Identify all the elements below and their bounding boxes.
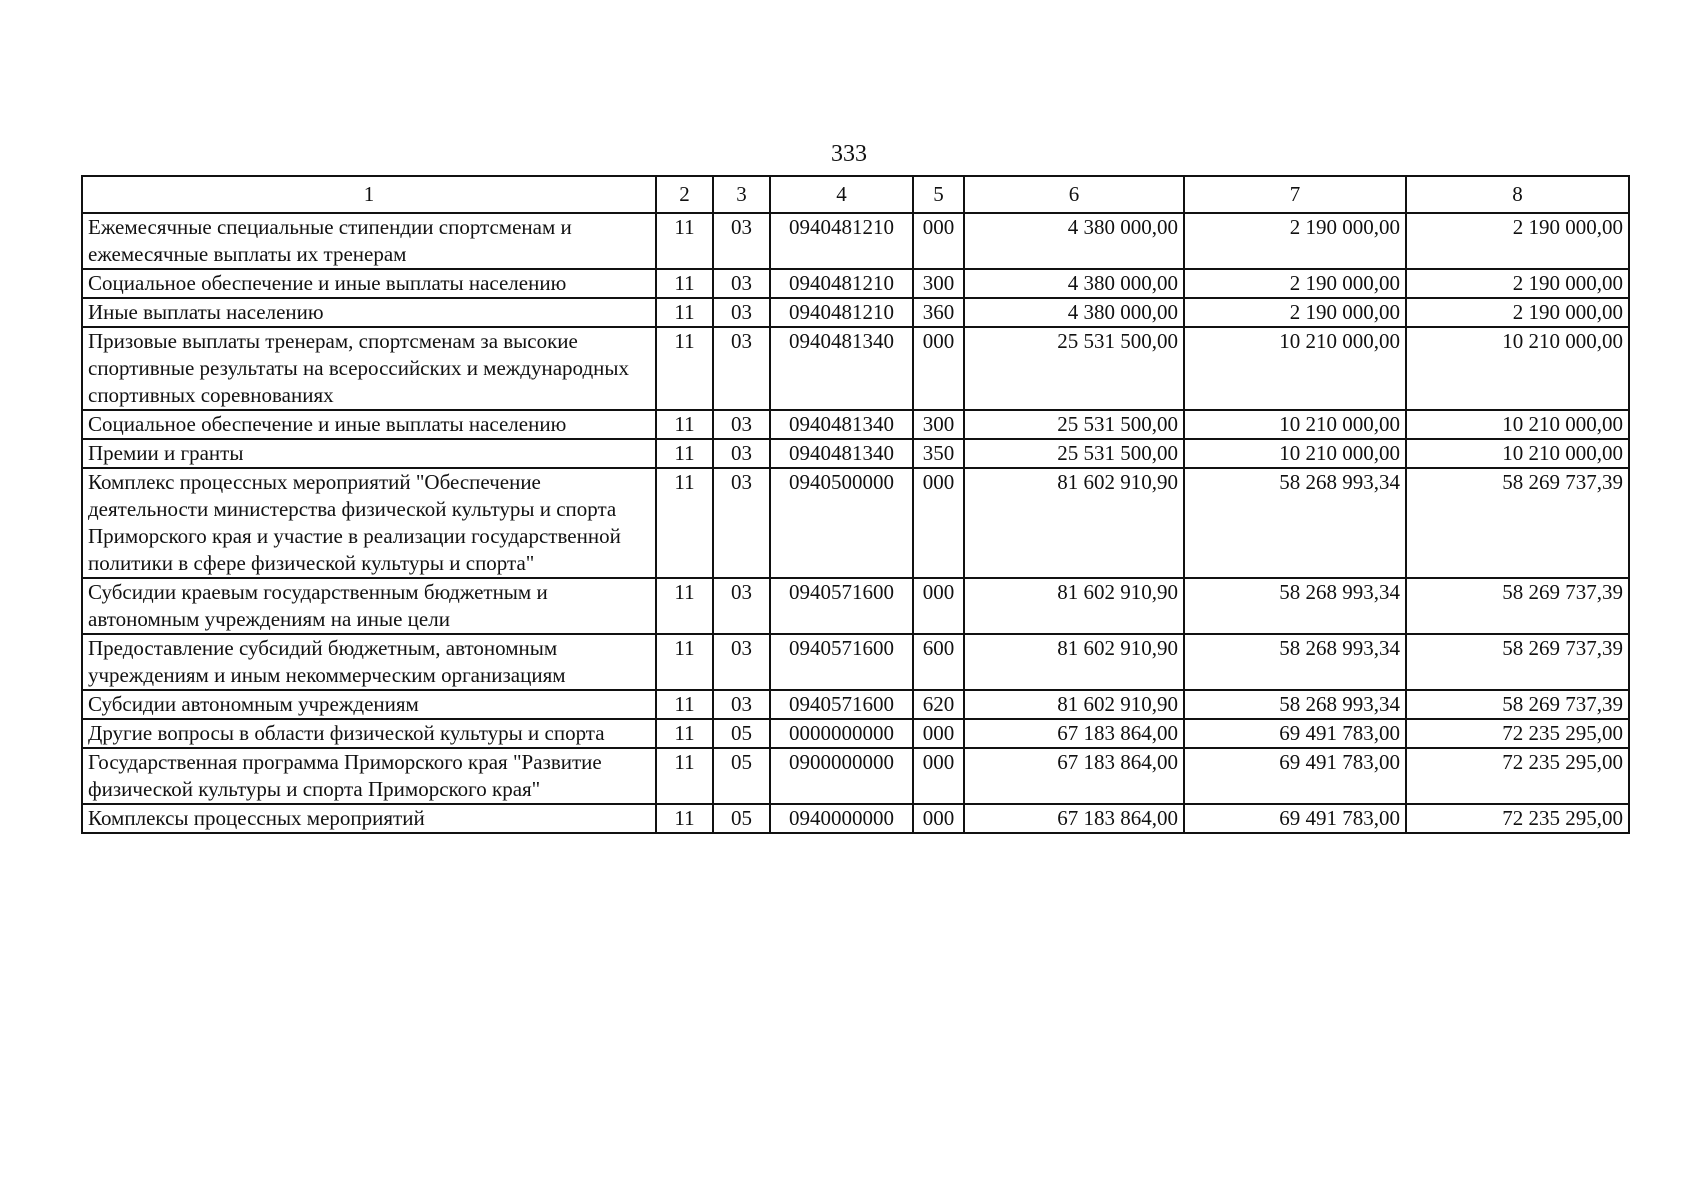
subsection-code: 03 (713, 468, 770, 578)
amount-col6: 81 602 910,90 (964, 468, 1184, 578)
target-article-code: 0940571600 (770, 634, 913, 690)
target-article-code: 0940481340 (770, 410, 913, 439)
amount-col8: 72 235 295,00 (1406, 719, 1629, 748)
amount-col8: 2 190 000,00 (1406, 269, 1629, 298)
table-row (82, 298, 1629, 327)
expense-type-code: 000 (913, 327, 964, 410)
target-article-code: 0940481210 (770, 213, 913, 269)
row-name: Премии и гранты (82, 439, 656, 468)
row-name: Другие вопросы в области физической культуры и спорта (82, 719, 656, 748)
table-row (82, 804, 1629, 833)
expense-type-code: 350 (913, 439, 964, 468)
table-row (82, 439, 1629, 468)
subsection-code: 03 (713, 298, 770, 327)
subsection-code: 03 (713, 634, 770, 690)
amount-col6: 81 602 910,90 (964, 578, 1184, 634)
amount-col7: 69 491 783,00 (1184, 804, 1406, 833)
subsection-code: 03 (713, 578, 770, 634)
row-name: Комплекс процессных мероприятий "Обеспечение деятельности министерства физической культуры и спорта Приморского края и участие в реализации государственной политики в сфере физической культуры и спорта" (82, 468, 656, 578)
amount-col7: 58 268 993,34 (1184, 690, 1406, 719)
section-code: 11 (656, 439, 713, 468)
expense-type-code: 000 (913, 804, 964, 833)
amount-col6: 25 531 500,00 (964, 327, 1184, 410)
target-article-code: 0940481210 (770, 269, 913, 298)
section-code: 11 (656, 269, 713, 298)
table-row (82, 213, 1629, 269)
amount-col8: 10 210 000,00 (1406, 439, 1629, 468)
subsection-code: 03 (713, 213, 770, 269)
column-header: 6 (964, 176, 1184, 213)
amount-col8: 10 210 000,00 (1406, 410, 1629, 439)
row-name: Государственная программа Приморского края "Развитие физической культуры и спорта Приморского края" (82, 748, 656, 804)
expense-type-code: 360 (913, 298, 964, 327)
subsection-code: 05 (713, 748, 770, 804)
amount-col8: 72 235 295,00 (1406, 748, 1629, 804)
amount-col6: 25 531 500,00 (964, 439, 1184, 468)
amount-col7: 10 210 000,00 (1184, 327, 1406, 410)
row-name: Предоставление субсидий бюджетным, автономным учреждениям и иным некоммерческим организациям (82, 634, 656, 690)
table-row (82, 468, 1629, 578)
amount-col7: 2 190 000,00 (1184, 213, 1406, 269)
amount-col7: 58 268 993,34 (1184, 468, 1406, 578)
section-code: 11 (656, 719, 713, 748)
amount-col7: 69 491 783,00 (1184, 748, 1406, 804)
table-row (82, 327, 1629, 410)
section-code: 11 (656, 578, 713, 634)
table-row (82, 410, 1629, 439)
amount-col7: 58 268 993,34 (1184, 634, 1406, 690)
row-name: Призовые выплаты тренерам, спортсменам за высокие спортивные результаты на всероссийских и международных спортивных соревнованиях (82, 327, 656, 410)
column-header: 7 (1184, 176, 1406, 213)
column-header: 3 (713, 176, 770, 213)
expense-type-code: 000 (913, 719, 964, 748)
amount-col8: 2 190 000,00 (1406, 298, 1629, 327)
amount-col6: 67 183 864,00 (964, 748, 1184, 804)
table-row (82, 690, 1629, 719)
expense-type-code: 620 (913, 690, 964, 719)
column-header: 8 (1406, 176, 1629, 213)
column-header: 1 (82, 176, 656, 213)
subsection-code: 03 (713, 690, 770, 719)
subsection-code: 05 (713, 719, 770, 748)
amount-col8: 72 235 295,00 (1406, 804, 1629, 833)
amount-col6: 25 531 500,00 (964, 410, 1184, 439)
amount-col7: 10 210 000,00 (1184, 410, 1406, 439)
table-row (82, 634, 1629, 690)
amount-col8: 58 269 737,39 (1406, 634, 1629, 690)
expense-type-code: 000 (913, 748, 964, 804)
target-article-code: 0000000000 (770, 719, 913, 748)
section-code: 11 (656, 748, 713, 804)
table-row (82, 578, 1629, 634)
amount-col6: 67 183 864,00 (964, 804, 1184, 833)
expense-type-code: 000 (913, 578, 964, 634)
row-name: Ежемесячные специальные стипендии спортсменам и ежемесячные выплаты их тренерам (82, 213, 656, 269)
budget-table (81, 175, 1630, 834)
section-code: 11 (656, 327, 713, 410)
section-code: 11 (656, 804, 713, 833)
amount-col8: 58 269 737,39 (1406, 690, 1629, 719)
amount-col7: 2 190 000,00 (1184, 269, 1406, 298)
section-code: 11 (656, 690, 713, 719)
row-name: Субсидии краевым государственным бюджетным и автономным учреждениям на иные цели (82, 578, 656, 634)
row-name: Социальное обеспечение и иные выплаты населению (82, 410, 656, 439)
amount-col7: 69 491 783,00 (1184, 719, 1406, 748)
column-header: 4 (770, 176, 913, 213)
subsection-code: 03 (713, 439, 770, 468)
table-row (82, 748, 1629, 804)
column-header: 5 (913, 176, 964, 213)
target-article-code: 0940571600 (770, 578, 913, 634)
target-article-code: 0940000000 (770, 804, 913, 833)
row-name: Социальное обеспечение и иные выплаты населению (82, 269, 656, 298)
subsection-code: 03 (713, 327, 770, 410)
table-row (82, 269, 1629, 298)
expense-type-code: 000 (913, 468, 964, 578)
amount-col6: 4 380 000,00 (964, 298, 1184, 327)
expense-type-code: 300 (913, 410, 964, 439)
section-code: 11 (656, 468, 713, 578)
amount-col6: 4 380 000,00 (964, 213, 1184, 269)
header-row (82, 176, 1629, 213)
amount-col8: 10 210 000,00 (1406, 327, 1629, 410)
column-header: 2 (656, 176, 713, 213)
amount-col7: 2 190 000,00 (1184, 298, 1406, 327)
section-code: 11 (656, 298, 713, 327)
subsection-code: 05 (713, 804, 770, 833)
row-name: Иные выплаты населению (82, 298, 656, 327)
expense-type-code: 000 (913, 213, 964, 269)
section-code: 11 (656, 410, 713, 439)
amount-col8: 2 190 000,00 (1406, 213, 1629, 269)
target-article-code: 0940571600 (770, 690, 913, 719)
row-name: Субсидии автономным учреждениям (82, 690, 656, 719)
expense-type-code: 600 (913, 634, 964, 690)
section-code: 11 (656, 634, 713, 690)
amount-col6: 81 602 910,90 (964, 634, 1184, 690)
target-article-code: 0940500000 (770, 468, 913, 578)
amount-col8: 58 269 737,39 (1406, 468, 1629, 578)
amount-col6: 81 602 910,90 (964, 690, 1184, 719)
target-article-code: 0900000000 (770, 748, 913, 804)
target-article-code: 0940481210 (770, 298, 913, 327)
subsection-code: 03 (713, 410, 770, 439)
amount-col6: 67 183 864,00 (964, 719, 1184, 748)
page-number: 333 (831, 141, 867, 167)
amount-col7: 10 210 000,00 (1184, 439, 1406, 468)
amount-col6: 4 380 000,00 (964, 269, 1184, 298)
expense-type-code: 300 (913, 269, 964, 298)
amount-col8: 58 269 737,39 (1406, 578, 1629, 634)
target-article-code: 0940481340 (770, 327, 913, 410)
row-name: Комплексы процессных мероприятий (82, 804, 656, 833)
subsection-code: 03 (713, 269, 770, 298)
section-code: 11 (656, 213, 713, 269)
amount-col7: 58 268 993,34 (1184, 578, 1406, 634)
table-row (82, 719, 1629, 748)
target-article-code: 0940481340 (770, 439, 913, 468)
